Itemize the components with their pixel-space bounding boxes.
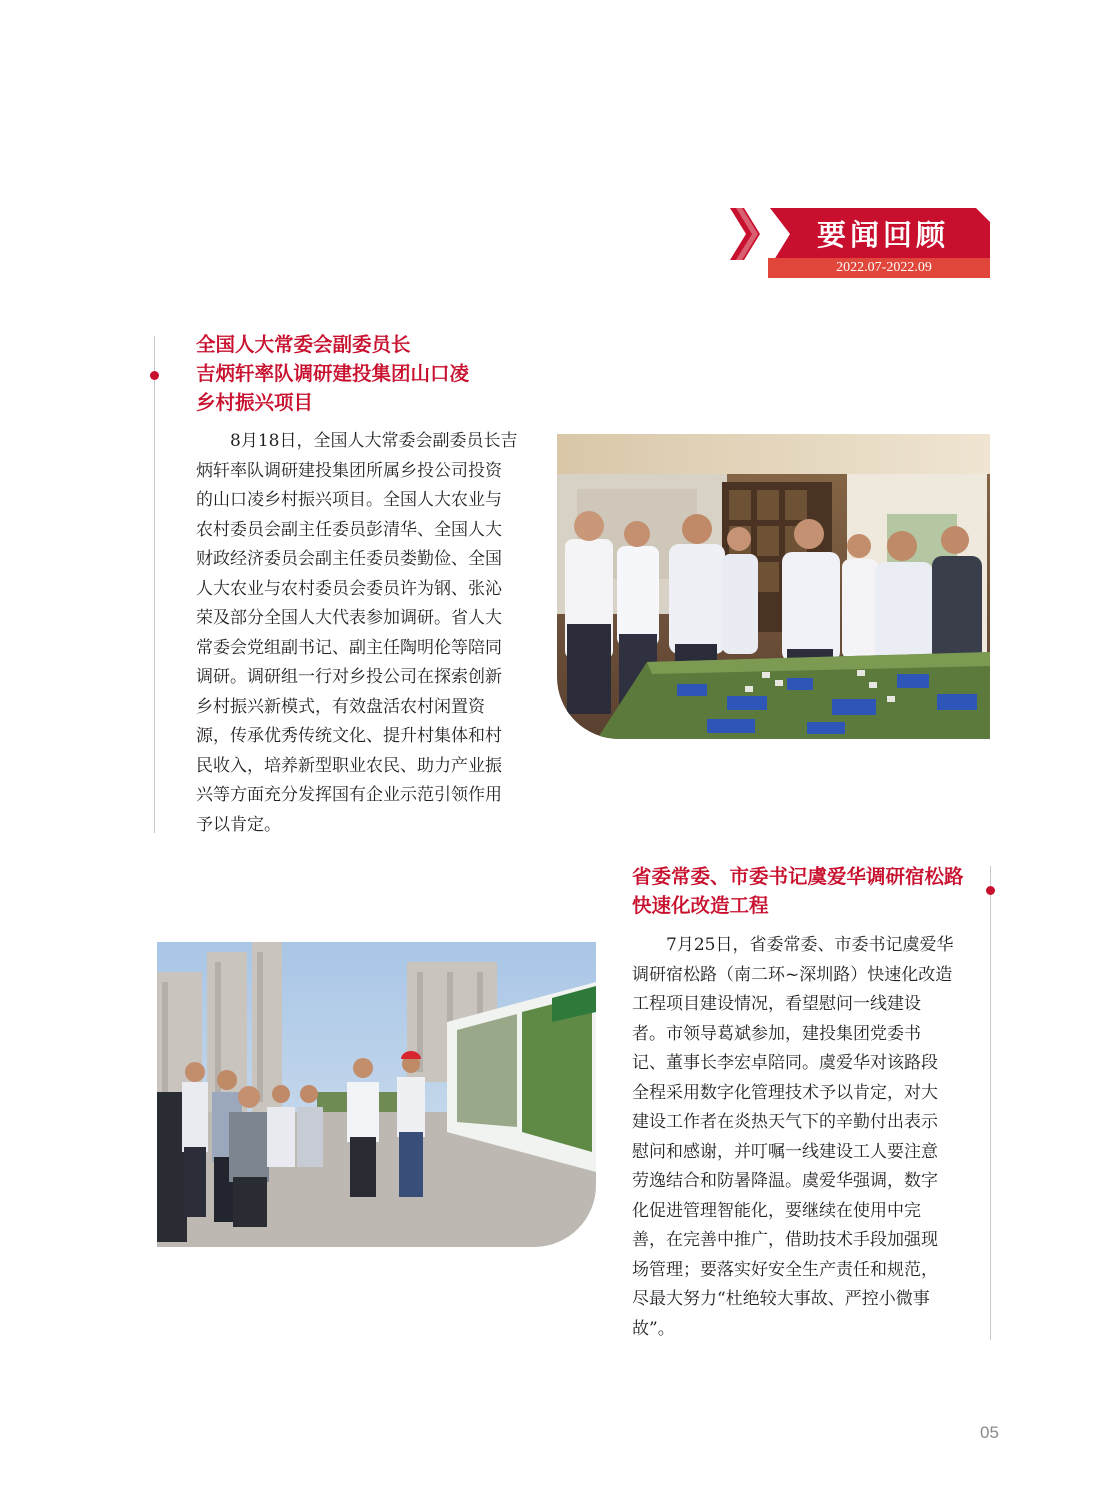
body-line: 荣及部分全国人大代表参加调研。省人大 (196, 608, 502, 628)
article-2-marker (986, 886, 995, 895)
body-line: 7月25日，省委常委、市委书记虞爱华 (666, 935, 954, 955)
page-number: 05 (980, 1423, 999, 1442)
body-line: 8月18日，全国人大常委会副委员长吉 (230, 431, 518, 451)
headline-line: 吉炳轩率队调研建投集团山口凌 (196, 362, 470, 385)
headline-line: 省委常委、市委书记虞爱华调研宿松路 (632, 865, 964, 888)
body-line: 乡村振兴新模式，有效盘活农村闲置资 (196, 696, 485, 717)
body-line: 人大农业与农村委员会委员许为钢、张沁 (196, 578, 502, 599)
body-line: 财政经济委员会副主任委员娄勤俭、全国 (196, 549, 502, 569)
body-line: 劳逸结合和防暑降温。虞爱华强调，数字 (632, 1171, 938, 1191)
article-1-photo (557, 434, 990, 739)
body-line: 兴等方面充分发挥国有企业示范引领作用 (196, 785, 502, 805)
body-line: 调研。调研组一行对乡投公司在探索创新 (196, 667, 502, 687)
body-line: 故”。 (632, 1318, 675, 1339)
article-1-headline (196, 330, 469, 417)
headline-line: 乡村振兴项目 (196, 391, 314, 414)
body-line: 的山口凌乡村振兴项目。全国人大农业与 (196, 490, 502, 510)
article-2-rule (990, 866, 991, 1340)
headline-line: 快速化改造工程 (632, 894, 769, 917)
article-2-headline (632, 862, 964, 920)
body-line: 尽最大努力“杜绝较大事故、严控小微事 (632, 1289, 930, 1309)
body-line: 民收入，培养新型职业农民、助力产业振 (196, 755, 502, 776)
body-line: 农村委员会副主任委员彭清华、全国人大 (196, 519, 502, 540)
section-date-range: 2022.07-2022.09 (836, 260, 932, 275)
body-line: 调研宿松路（南二环~深圳路）快速化改造 (632, 964, 953, 985)
body-line: 全程采用数字化管理技术予以肯定，对大 (632, 1082, 938, 1103)
body-line: 慰问和感谢，并叮嘱一线建设工人要注意 (632, 1141, 938, 1162)
article-2-photo (157, 942, 596, 1247)
article-1-rule (154, 336, 155, 833)
article-1-marker (150, 371, 159, 380)
body-line: 记、董事长李宏卓陪同。虞爱华对该路段 (632, 1053, 938, 1073)
body-line: 炳轩率队调研建投集团所属乡投公司投资 (196, 460, 502, 481)
body-line: 常委会党组副书记、副主任陶明伦等陪同 (196, 637, 502, 658)
section-title: 要闻回顾 (816, 218, 949, 252)
body-line: 场管理；要落实好安全生产责任和规范， (632, 1259, 938, 1280)
body-line: 予以肯定。 (196, 814, 281, 835)
body-line: 建设工作者在炎热天气下的辛勤付出表示 (632, 1112, 938, 1132)
article-2-body (632, 931, 972, 1344)
article-1-body (196, 427, 536, 840)
headline-line: 全国人大常委会副委员长 (196, 333, 411, 356)
section-banner (728, 208, 990, 278)
body-line: 化促进管理智能化，要继续在使用中完 (632, 1200, 921, 1221)
body-line: 善，在完善中推广，借助技术手段加强现 (632, 1230, 938, 1250)
body-line: 者。市领导葛斌参加，建投集团党委书 (632, 1023, 921, 1044)
body-line: 工程项目建设情况，看望慰问一线建设 (632, 994, 921, 1014)
body-line: 源，传承优秀传统文化、提升村集体和村 (196, 726, 502, 746)
